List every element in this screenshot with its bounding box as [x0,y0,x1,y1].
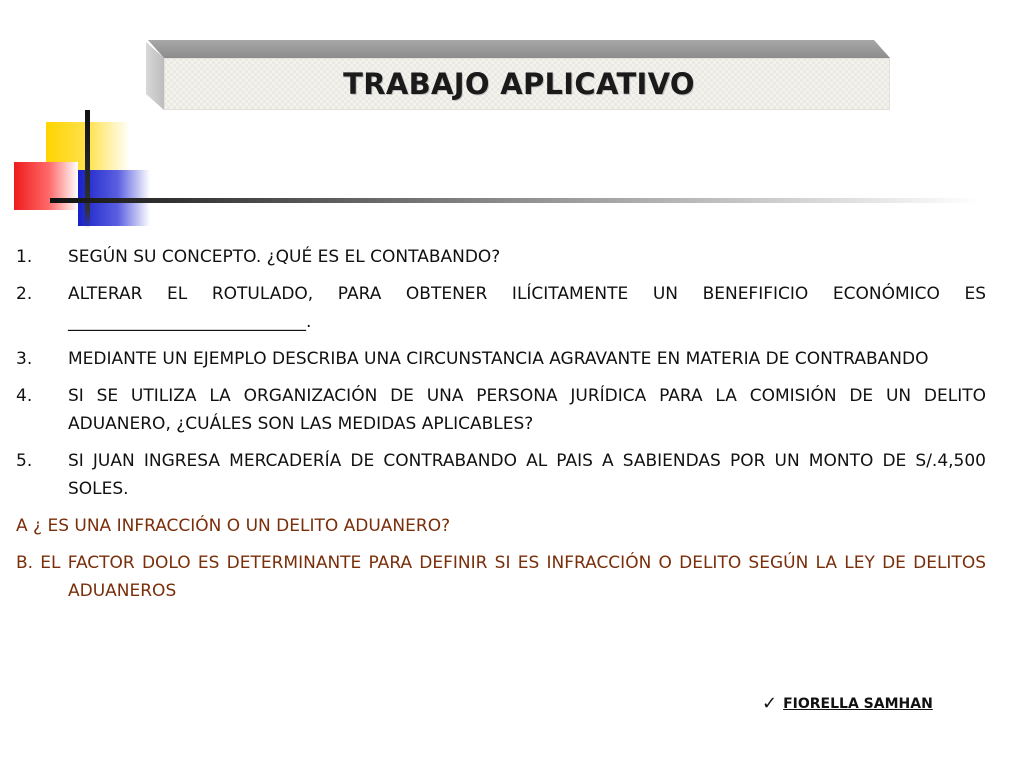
question-number: 4. [16,386,33,406]
question-item [16,243,986,271]
question-text: SI SE UTILIZA LA ORGANIZACIÓN DE UNA PERSONA JURÍDICA PARA LA COMISIÓN DE UN DELITO ADUANERO, ¿CUÁLES SON LAS MEDIDAS APLICABLES? [68,386,986,434]
sub-question-text: B. EL FACTOR DOLO ES DETERMINANTE PARA DEFINIR SI ES INFRACCIÓN O DELITO SEGÚN LA LEY DE DELITOS ADUANEROS [16,553,986,601]
question-item [16,447,986,503]
question-text: SI JUAN INGRESA MERCADERÍA DE CONTRABANDO AL PAIS A SABIENDAS POR UN MONTO DE S/.4,500 SOLES. [68,451,986,499]
sub-question-a [16,512,986,540]
author-signature [762,693,933,714]
vertical-rule [85,110,90,228]
sub-question-text: A ¿ ES UNA INFRACCIÓN O UN DELITO ADUANERO? [16,516,451,536]
question-item [16,382,986,438]
question-text: ALTERAR EL ROTULADO, PARA OBTENER ILÍCITAMENTE UN BENEFIFICIO ECONÓMICO ES ____________________________. [68,284,986,332]
author-name: FIORELLA SAMHAN [783,695,933,712]
question-number: 5. [16,451,33,471]
sub-question-b [16,549,986,605]
question-text: MEDIANTE UN EJEMPLO DESCRIBA UNA CIRCUNSTANCIA AGRAVANTE EN MATERIA DE CONTRABANDO [68,349,929,369]
question-text: SEGÚN SU CONCEPTO. ¿QUÉ ES EL CONTABANDO? [68,247,501,267]
horizontal-rule [50,198,980,203]
checkmark-icon: ✓ [762,693,778,714]
question-number: 1. [16,247,33,267]
decorative-squares [0,100,980,240]
question-list [16,243,986,614]
question-number: 3. [16,349,33,369]
question-number: 2. [16,284,33,304]
banner-top-edge [146,40,890,58]
question-item [16,345,986,373]
question-item [16,280,986,336]
page-title: TRABAJO APLICATIVO [343,67,695,101]
